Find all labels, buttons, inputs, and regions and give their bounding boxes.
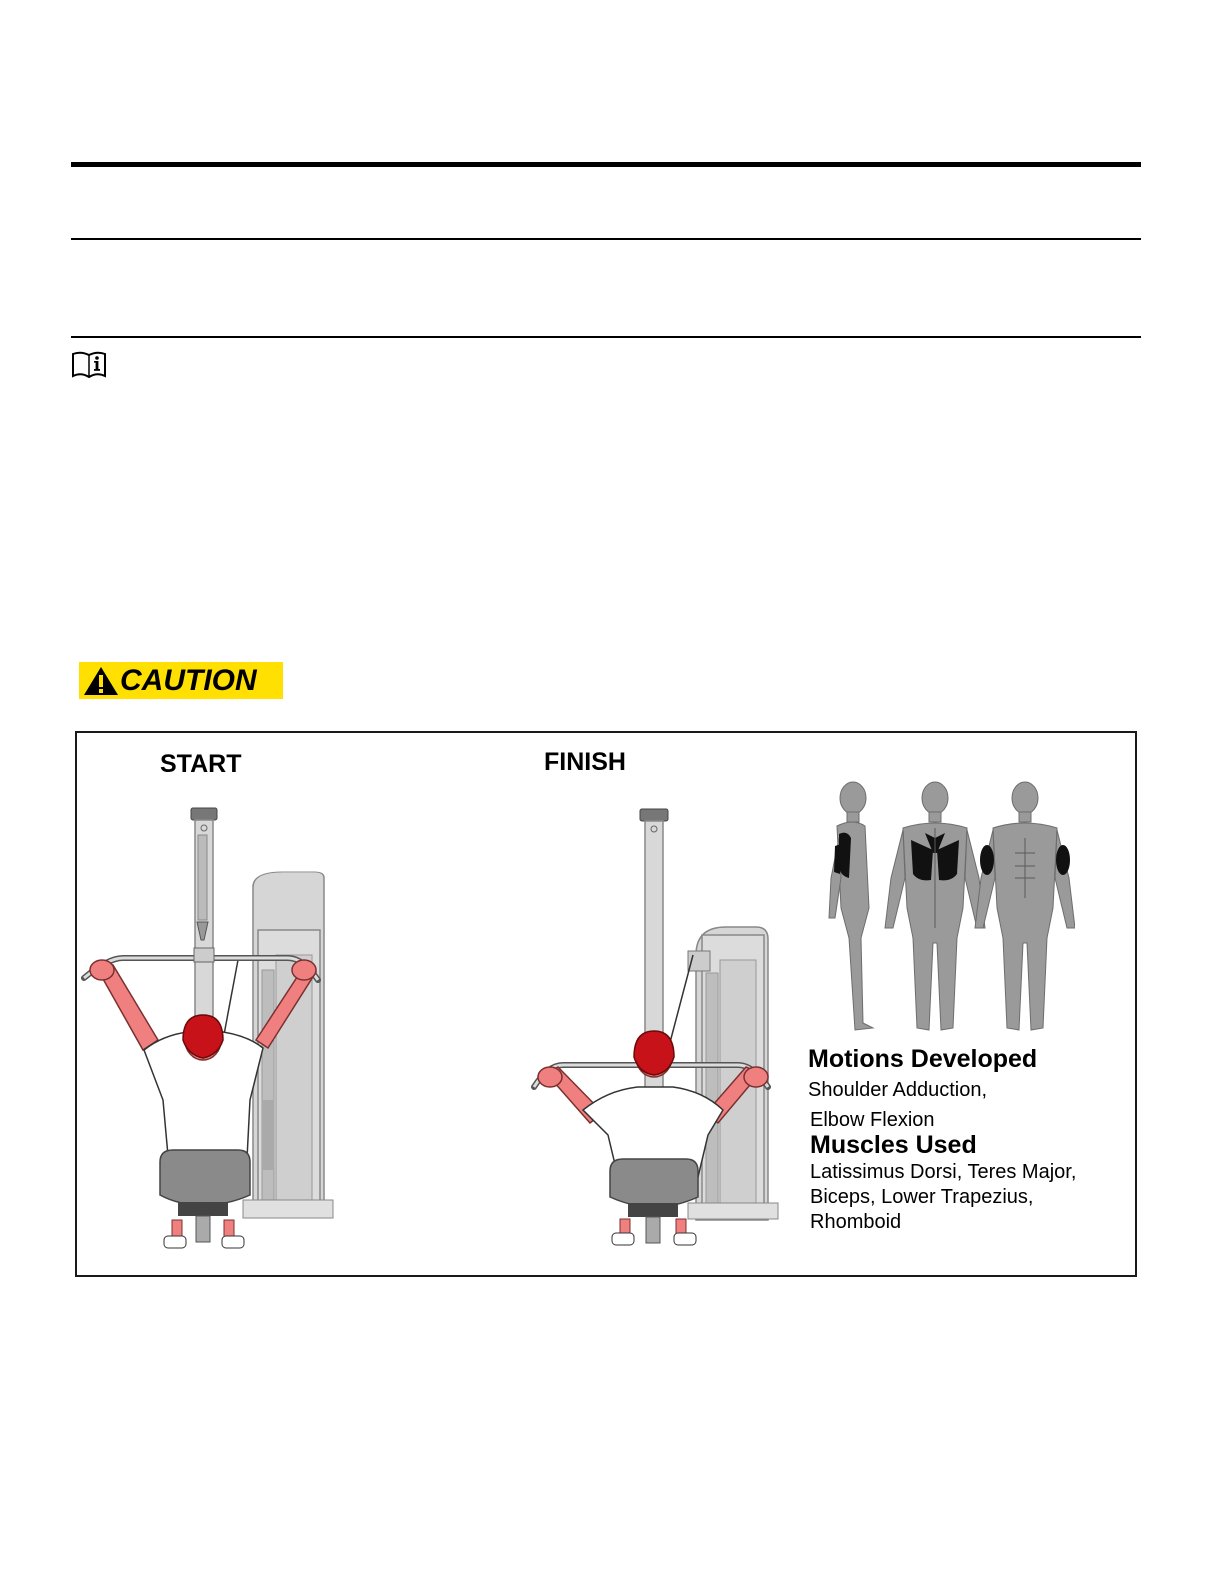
muscle-item: Biceps, Lower Trapezius, [810, 1186, 1034, 1208]
anatomy-muscle-chart [825, 778, 1075, 1036]
motion-item: Elbow Flexion [810, 1109, 935, 1131]
finish-label: FINISH [544, 748, 626, 776]
muscles-used-title: Muscles Used [810, 1131, 977, 1159]
caution-label [79, 662, 283, 699]
motions-developed-title: Motions Developed [808, 1045, 1038, 1073]
manual-info-icon [71, 350, 107, 380]
warning-triangle-icon [83, 666, 119, 696]
start-label: START [160, 750, 242, 778]
section-rule [71, 336, 1141, 338]
motion-item: Shoulder Adduction, [808, 1079, 988, 1101]
header-rule-thin [71, 238, 1141, 240]
caution-text: CAUTION [120, 664, 257, 697]
motions-developed-list [808, 1075, 987, 1135]
muscle-item: Latissimus Dorsi, Teres Major, [810, 1161, 1077, 1183]
start-position-illustration [78, 800, 348, 1250]
header-rule-thick [71, 162, 1141, 167]
finish-position-illustration [528, 805, 783, 1250]
muscle-item: Rhomboid [810, 1211, 902, 1233]
muscles-used-list [810, 1160, 1130, 1235]
